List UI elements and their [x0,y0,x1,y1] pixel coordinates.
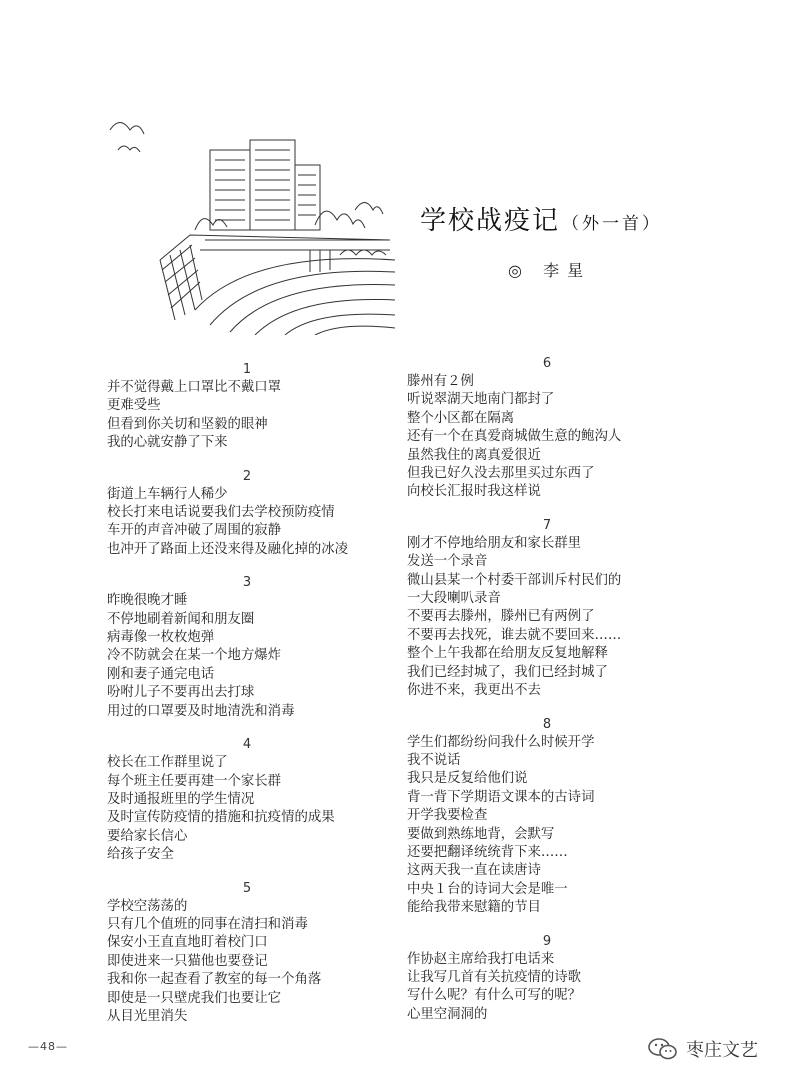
poem-line: 能给我带来慰籍的节目 [407,900,541,916]
author-name: 李星 [543,261,592,280]
poem-line: 微山县某一个村委干部训斥村民们的 [407,572,622,588]
poem-line: 这两天我一直在读唐诗 [407,863,541,879]
poem-line: 车开的声音冲破了周围的寂静 [107,523,282,539]
poem-line: 用过的口罩要及时地清洗和消毒 [107,703,295,719]
poem-line: 并不觉得戴上口罩比不戴口罩 [107,380,282,395]
poem-line: 不停地刷着新闻和朋友圈 [107,611,255,627]
poem-line: 更难受些 [107,398,161,414]
poem-line: 背一背下学期语文课本的古诗词 [407,789,595,805]
poem-line: 你进不来，我更出不去 [407,683,541,699]
poem-line: 我只是反复给他们说 [407,771,528,787]
poem-section [107,362,397,453]
school-building-sketch-icon [100,110,400,335]
poem-line: 即使是一只壁虎我们也要让它 [107,990,282,1006]
poem-line: 我不说话 [407,752,461,768]
poem-line: 给孩子安全 [107,847,174,863]
poem-section [407,356,697,502]
poem-line: 还要把翻译统统背下来…… [407,844,568,860]
poem-line: 不要再去滕州，滕州已有两例了 [407,609,595,625]
poem-line: 昨晚很晚才睡 [107,593,188,609]
poem-section [407,934,697,1025]
poem-line: 还有一个在真爱商城做生意的鲍沟人 [407,429,622,445]
poem-section [107,737,397,864]
poem-line: 要给家长信心 [107,828,188,844]
poem-line: 吩咐儿子不要再出去打球 [107,685,255,701]
poem-line: 校长在工作群里说了 [107,755,228,771]
poem-section [407,717,697,918]
poem-line: 我和你一起查看了教室的每一个角落 [107,972,322,988]
poem-title-sub: （外一首） [562,214,663,234]
poem-line: 但我已好久没去那里买过东西了 [407,466,595,482]
poem-line: 只有几个值班的同事在清扫和消毒 [107,916,308,932]
section-number: 1 [242,362,252,377]
poem-line: 学生们都纷纷问我什么时候开学 [407,734,595,750]
poem-line: 心里空洞洞的 [407,1006,488,1022]
poem-line: 不要再去找死，谁去就不要回来…… [407,627,622,643]
poem-line: 整个小区都在隔离 [407,410,515,426]
section-number: 5 [242,880,252,896]
poem-line: 向校长汇报时我这样说 [407,484,541,500]
poem-line: 街道上车辆行人稀少 [107,486,228,502]
poem-section [107,881,397,1027]
poem-line: 冷不防就会在某一个地方爆炸 [107,648,282,664]
poem-line: 听说翠湖天地南门都封了 [407,392,555,408]
poem-line: 虽然我住的离真爱很近 [407,447,541,463]
section-number: 4 [242,737,252,753]
poem-line: 校长打来电话说要我们去学校预防疫情 [107,505,335,521]
poem-line: 及时宣传防疫情的措施和抗疫情的成果 [107,810,335,826]
poem-line: 每个班主任要再建一个家长群 [107,773,282,789]
poem-line: 我们已经封城了，我们已经封城了 [407,664,608,680]
poem-line: 中央１台的诗词大会是唯一 [407,881,568,897]
poem-line: 刚和妻子通完电话 [107,666,215,682]
poem-line: 要做到熟练地背，会默写 [407,826,555,842]
poem-line: 开学我要检查 [407,808,488,824]
section-number: 7 [542,517,552,533]
poem-line: 发送一个录音 [407,554,488,570]
poem-line: 保安小王直直地盯着校门口 [107,935,268,951]
watermark [648,1036,758,1062]
right-column [407,356,697,1040]
poem-title-main: 学校战疫记 [420,206,561,236]
poem-section [107,469,397,560]
wechat-icon [648,1037,678,1061]
poem-line: 即使进来一只猫他也要登记 [107,953,268,969]
section-number: 6 [542,356,552,371]
section-number: 3 [242,575,252,591]
poem-line: 一大段喇叭录音 [407,591,501,607]
poem-line: 也冲开了路面上还没来得及融化掉的冰凌 [107,541,349,557]
page-number: —48— [28,1040,68,1053]
poem-line: 让我写几首有关抗疫情的诗歌 [407,969,582,985]
section-number: 2 [242,468,252,484]
poem-line: 作协赵主席给我打电话来 [407,951,555,967]
poem-line: 学校空荡荡的 [107,898,188,914]
poem-title [420,200,662,237]
left-column [107,362,397,1042]
poem-line: 我的心就安静了下来 [107,435,228,451]
poem-line: 病毒像一枚枚炮弹 [107,630,215,646]
watermark-text: 枣庄文艺 [686,1040,758,1061]
poem-line: 滕州有２例 [407,374,474,389]
author-line [508,258,591,281]
author-mark: ◎ [508,261,530,280]
poem-line: 及时通报班里的学生情况 [107,791,255,807]
poem-line: 从目光里消失 [107,1008,188,1024]
poem-line: 但看到你关切和坚毅的眼神 [107,416,268,432]
poem-section [407,518,697,701]
poem-line: 整个上午我都在给朋友反复地解释 [407,646,608,662]
poem-line: 写什么呢？有什么可写的呢？ [407,988,582,1004]
poem-section [107,575,397,721]
section-number: 9 [542,933,552,949]
section-number: 8 [542,716,552,732]
poem-line: 刚才不停地给朋友和家长群里 [407,535,582,551]
